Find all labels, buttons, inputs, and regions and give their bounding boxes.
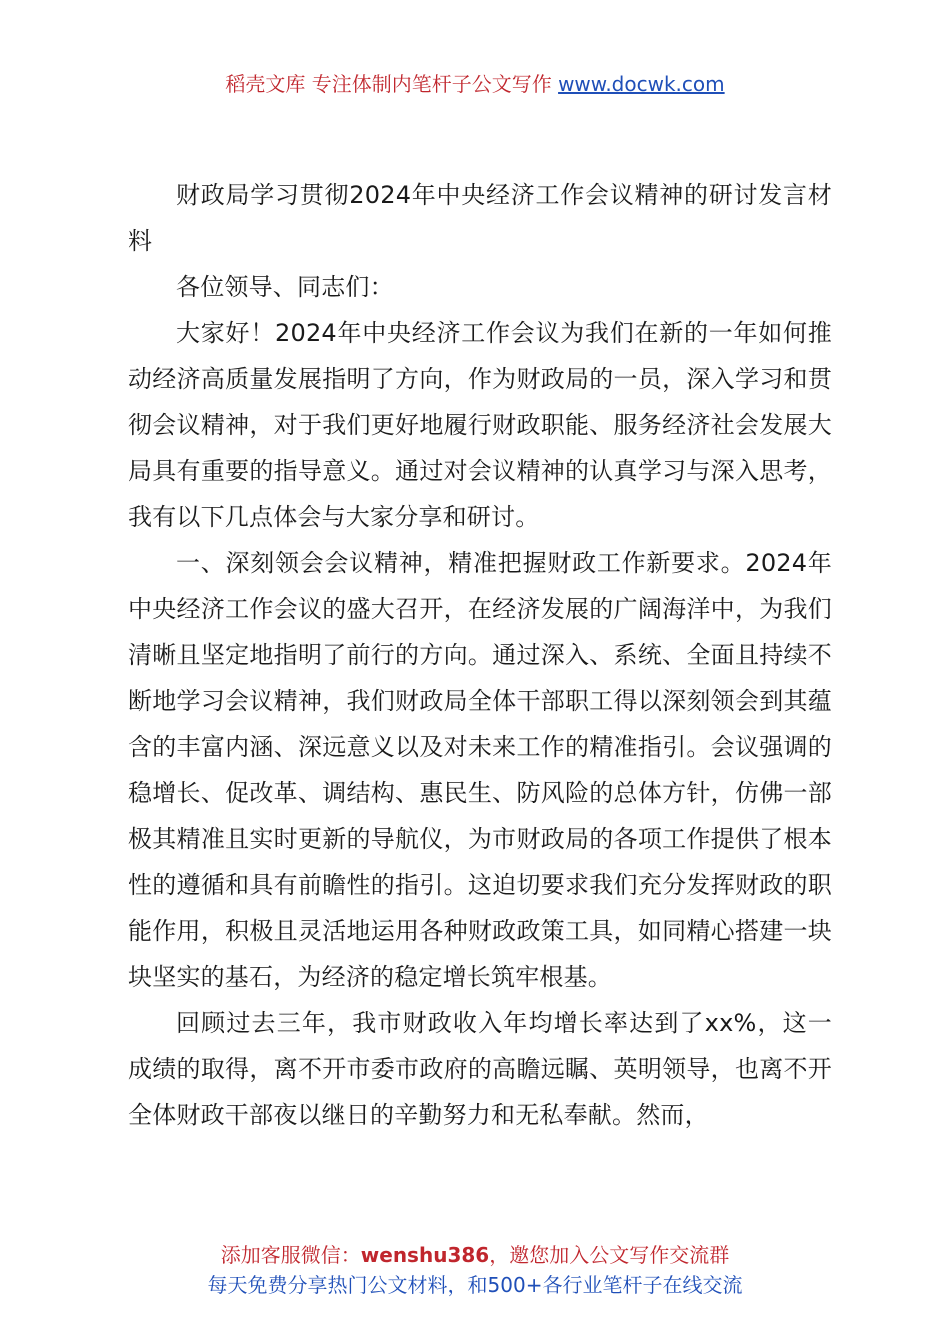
paragraph-section-one: 一、深刻领会会议精神，精准把握财政工作新要求。2024年中央经济工作会议的盛大召开，在经济发展的广阔海洋中，为我们清晰且坚定地指明了前行的方向。通过深入、系统、全面且持续不断地学习会议精神，我们财政局全体干部职工得以深刻领会到其蕴含的丰富内涵、深远意义以及对未来工作的精准指引。会议强调的稳增长、促改革、调结构、惠民生、防风险的总体方针，仿佛一部极其精准且实时更新的导航仪，为市财政局的各项工作提供了根本性的遵循和具有前瞻性的指引。这迫切要求我们充分发挥财政的职能作用，积极且灵活地运用各种财政政策工具，如同精心搭建一块块坚实的基石，为经济的稳定增长筑牢根基。 [128,549,832,991]
header-url-link[interactable]: www.docwk.com [558,72,725,96]
document-body [128,172,832,1138]
promo-footer [0,1240,950,1300]
header-brand-text: 稻壳文库 专注体制内笔杆子公文写作 [225,72,559,96]
footer-wechat-line [0,1240,950,1270]
footer-line1-prefix: 添加客服微信： [220,1243,361,1267]
site-header [0,68,950,100]
paragraph-review: 回顾过去三年，我市财政收入年均增长率达到了xx%，这一成绩的取得，离不开市委市政府的高瞻远瞩、英明领导，也离不开全体财政干部夜以继日的辛勤努力和无私奉献。然而， [128,1009,832,1129]
document-title: 财政局学习贯彻2024年中央经济工作会议精神的研讨发言材料 [128,181,832,255]
wechat-id: wenshu386 [360,1243,490,1267]
paragraph-intro: 大家好！2024年中央经济工作会议为我们在新的一年如何推动经济高质量发展指明了方向，作为财政局的一员，深入学习和贯彻会议精神，对于我们更好地履行财政职能、服务经济社会发展大局具有重要的指导意义。通过对会议精神的认真学习与深入思考，我有以下几点体会与大家分享和研讨。 [128,319,832,531]
footer-line1-suffix: ，邀您加入公文写作交流群 [489,1243,730,1267]
footer-share-line: 每天免费分享热门公文材料，和500+各行业笔杆子在线交流 [207,1273,743,1297]
salutation: 各位领导、同志们： [176,273,394,301]
